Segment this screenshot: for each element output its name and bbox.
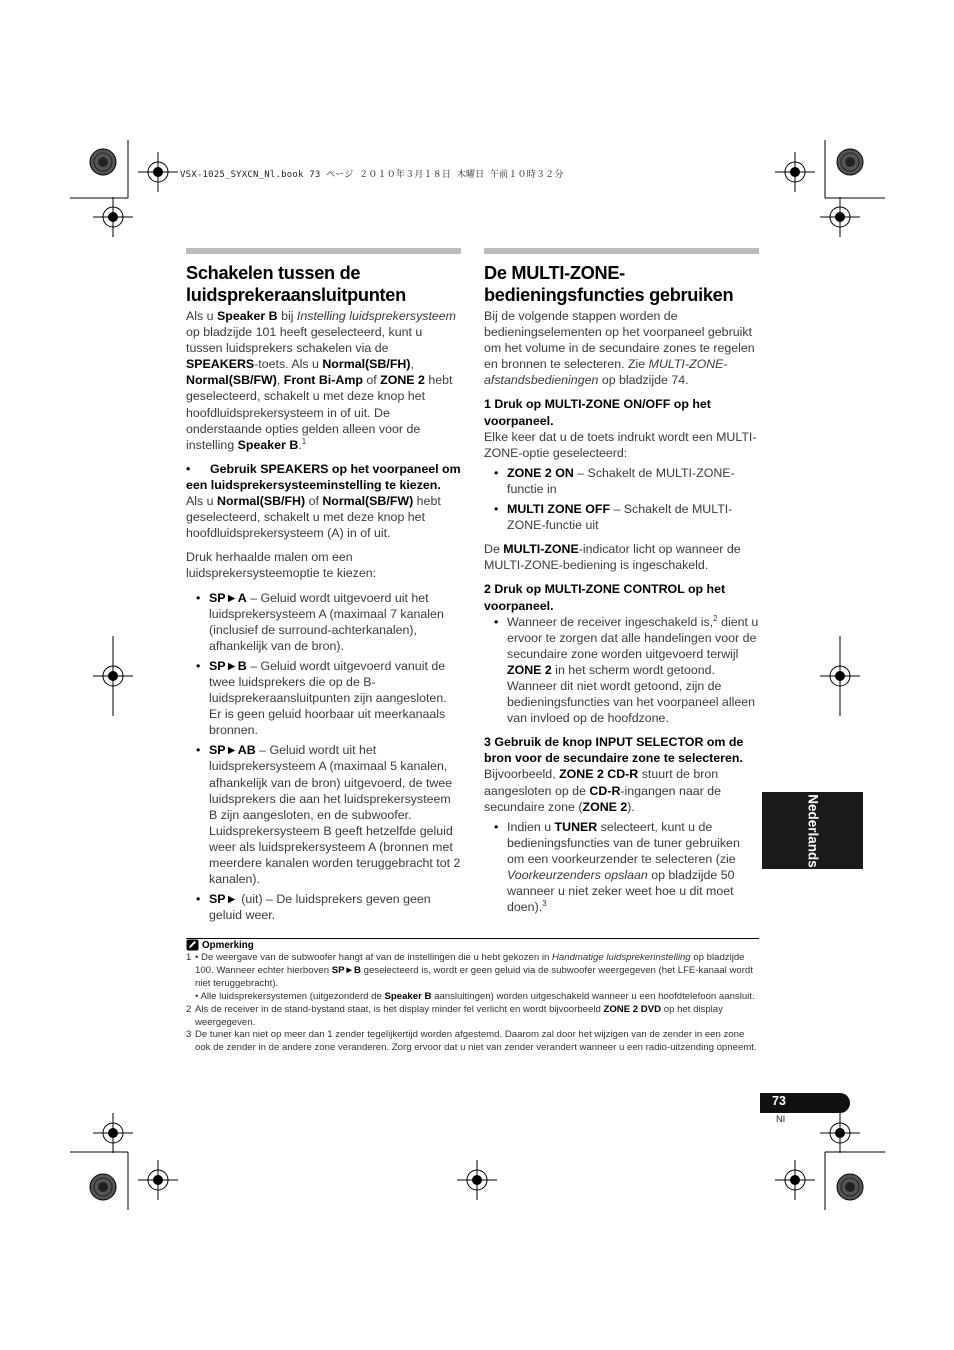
intro-paragraph: Als u Speaker B bij Instelling luidsprekersysteem op bladzijde 101 heeft geselecteerd, kunt u tussen luidsprekers schakelen via de SPEAKERS-toets. Als u Normal(SB/FH), Normal(SB/FW), Front Bi-Amp of ZONE 2 hebt geselecteerd, schakelt u met deze knop het hoofdluidsprekersysteem in of uit. De onderstaande opties gelden alleen voor de instelling Speaker B.$^1$ — [186, 309, 457, 452]
language-tab-label: Nederlands — [805, 793, 820, 868]
instruction-paragraph: Als u Normal(SB/FH) of Normal(SB/FW) hebt geselecteerd, schakelt u met deze knop het hoofdluidsprekersysteem (A) in of uit. — [186, 494, 441, 541]
instruction-heading: • Gebruik SPEAKERS op het voorpaneel om een luidsprekersysteeminstelling te kiezen. — [186, 461, 461, 492]
notes-divider — [186, 938, 759, 939]
step-3-list — [484, 819, 759, 916]
section-bar — [186, 248, 461, 254]
footnote-1b: • Alle luidsprekersystemen (uitgezonderd de Speaker B aansluitingen) worden uitgeschakeld wanneer u een hoofdtelefoon aansluit. — [195, 990, 755, 1002]
list-item: • Wanneer de receiver ingeschakeld is,$^2$ dient u ervoor te zorgen dat alle handelingen voor de secundaire zone worden uitgevoerd terwijl ZONE 2 in het scherm wordt getoond. Wanneer dit niet wordt getoond, zijn de bedieningsfuncties van het voorpaneel alleen van invloed op de hoofdzone. — [484, 614, 759, 727]
title-line: bedieningsfuncties gebruiken — [484, 285, 734, 305]
list-item: • ZONE 2 ON – Schakelt de MULTI-ZONE-functie in — [484, 465, 759, 497]
step-2-heading: 2 Druk op MULTI-ZONE CONTROL op het voorpaneel. — [484, 582, 726, 613]
instruction-paragraph: Druk herhaalde malen om een luidsprekersysteemoptie te kiezen: — [186, 550, 377, 581]
title-line: luidsprekeraansluitpunten — [186, 285, 406, 305]
footnote-2: 2 Als de receiver in de stand-bystand staat, is het display minder fel verlicht en wordt bijvoorbeeld ZONE 2 DVD op het display weergegeven. — [186, 1003, 723, 1028]
list-item: • SP►B – Geluid wordt uitgevoerd vanuit de twee luidsprekers die op de B-luidsprekeraansluitpunten zijn aangesloten. Er is geen geluid hoorbaar uit meerkanaals bronnen. — [186, 658, 461, 738]
footnote-1: 1 • De weergave van de subwoofer hangt af van de instellingen die u hebt gekozen in Handmatige luidsprekerinstelling op bladzijde 100. Wanneer echter hierboven SP►B geselecteerd is, wordt er geen geluid via de subwoofer weergegeven (het LFE-kanaal wordt niet teruggebracht). — [186, 952, 753, 989]
zone-options-list — [484, 465, 759, 533]
book-file-header: VSX-1025_SYXCN_Nl.book 73 ページ ２０１０年３月１８日 木曜日 午前１０時３２分 — [180, 170, 564, 180]
notes-heading: Opmerking — [186, 939, 254, 951]
right-column — [484, 248, 759, 923]
page-language-code: Nl — [776, 1114, 785, 1125]
step-3-heading: 3 Gebruik de knop INPUT SELECTOR om de bron voor de secundaire zone te selecteren. — [484, 735, 744, 766]
language-tab — [762, 792, 863, 869]
indicator-paragraph: De MULTI-ZONE-indicator licht op wanneer de MULTI-ZONE-bediening is ingeschakeld. — [484, 542, 741, 573]
left-column — [186, 248, 461, 931]
footnote-3: 3 De tuner kan niet op meer dan 1 zender tegelijkertijd worden afgestemd. Daarom zal door het wijzigen van de zender in een zone ook de zender in de andere zone veranderen. Zorg ervoor dat u niet van zender verandert wanneer u een radio-uitzending opneemt. — [186, 1029, 757, 1054]
list-item: • SP►A – Geluid wordt uitgevoerd uit het luidsprekersysteem A (maximaal 7 kanalen (inclusief de surround-achterkanalen), afhankelijk van de bron). — [186, 590, 461, 654]
list-item: • SP►AB – Geluid wordt uit het luidsprekersysteem A (maximaal 5 kanalen, afhankelijk van de bron) uitgevoerd, de twee luidsprekers die aan het luidsprekersysteem B zijn aangesloten, en de subwoofer. Luidsprekersysteem B geeft hetzelfde geluid weer als luidsprekersysteem A (bronnen met meerdere kanalen worden teruggebracht tot 2 kanalen). — [186, 742, 461, 887]
intro-paragraph: Bij de volgende stappen worden de bedieningselementen op het voorpaneel gebruikt om het volume in de secundaire zones te regelen en bronnen te selecteren. Zie MULTI-ZONE-afstandsbedieningen op bladzijde 74. — [484, 309, 755, 388]
section-title-speakers — [186, 262, 461, 306]
step-1-text: Elke keer dat u de toets indrukt wordt een MULTI-ZONE-optie geselecteerd: — [484, 429, 757, 460]
footnotes — [186, 952, 759, 1055]
list-item: • Indien u TUNER selecteert, kunt u de bedieningsfuncties van de tuner gebruiken om een voorkeurzender te selecteren (zie Voorkeurzenders opslaan op bladzijde 50 wanneer u niet zeker weet hoe u dit moet doen).$^3$ — [484, 819, 759, 916]
page-number: 73 — [772, 1094, 786, 1108]
title-line: De MULTI-ZONE- — [484, 263, 625, 283]
speaker-options-list — [186, 590, 461, 924]
step-2-list — [484, 614, 759, 727]
section-title-multizone — [484, 262, 759, 306]
section-bar — [484, 248, 759, 254]
step-3-text: Bijvoorbeeld, ZONE 2 CD-R stuurt de bron aangesloten op de CD-R-ingangen naar de secundaire zone (ZONE 2). — [484, 767, 721, 814]
note-pencil-icon — [186, 939, 199, 951]
list-item: • MULTI ZONE OFF – Schakelt de MULTI-ZONE-functie uit — [484, 501, 759, 533]
step-1-heading: 1 Druk op MULTI-ZONE ON/OFF op het voorpaneel. — [484, 397, 711, 428]
page-number-badge — [760, 1093, 850, 1113]
title-line: Schakelen tussen de — [186, 263, 361, 283]
list-item: • SP► (uit) – De luidsprekers geven geen geluid weer. — [186, 891, 461, 923]
